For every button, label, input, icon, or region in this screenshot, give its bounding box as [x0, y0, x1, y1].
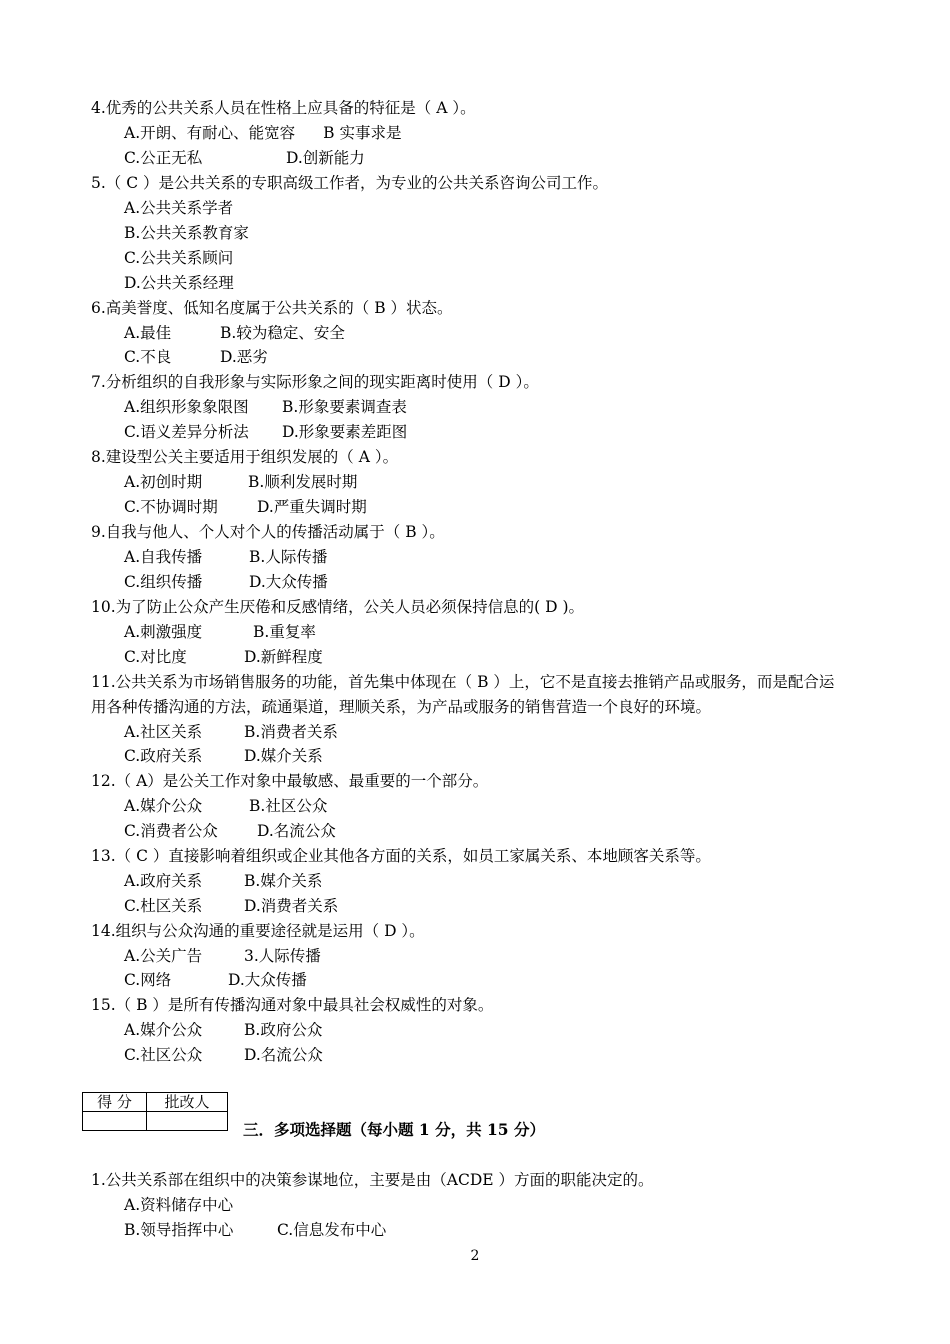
- option-b: B 实事求是: [323, 124, 402, 142]
- option-b: B.重复率: [253, 623, 316, 641]
- option-a: A.自我传播: [124, 548, 203, 566]
- question-6-stem: 6.高美誉度、低知名度属于公共关系的（ B ）状态。: [91, 299, 453, 317]
- question-13-options-row-2: [124, 896, 338, 916]
- option-a: A.媒介公众: [124, 797, 203, 815]
- option-b: B.顺利发展时期: [248, 473, 358, 491]
- option-a: A.媒介公众: [124, 1021, 203, 1039]
- option-d: D.媒介关系: [244, 747, 323, 765]
- question-12-options-row-2: [124, 821, 336, 841]
- option-a: A.社区关系: [124, 723, 203, 741]
- option-c: C.不良: [124, 348, 172, 366]
- option-a: A.政府关系: [124, 872, 203, 890]
- multi-question-1-option-a: A.资料储存中心: [124, 1196, 234, 1214]
- question-6-options-row-1: [124, 323, 345, 343]
- option-c: C.消费者公众: [124, 822, 218, 840]
- question-8-stem: 8.建设型公关主要适用于组织发展的（ A ）。: [91, 448, 399, 466]
- option-a: A.初创时期: [124, 473, 203, 491]
- question-11-options-row-2: [124, 746, 323, 766]
- option-c: C.不协调时期: [124, 498, 218, 516]
- grader-header: 批改人: [147, 1093, 228, 1112]
- option-b: B.政府公众: [244, 1021, 323, 1039]
- multi-question-1-options-row-2: [124, 1220, 386, 1240]
- option-c: C.组织传播: [124, 573, 203, 591]
- option-c: C.对比度: [124, 648, 187, 666]
- multi-question-1-stem: 1.公共关系部在组织中的决策参谋地位，主要是由（ACDE ）方面的职能决定的。: [91, 1171, 654, 1189]
- option-b: B.人际传播: [249, 548, 328, 566]
- option-a: A.组织形象象限图: [124, 398, 249, 416]
- question-14-options-row-1: [124, 946, 321, 966]
- option-a: A.开朗、有耐心、能宽容: [124, 124, 296, 142]
- question-14-stem: 14.组织与公众沟通的重要途径就是运用（ D ）。: [91, 922, 425, 940]
- question-13-options-row-1: [124, 871, 322, 891]
- question-14-options-row-2: [124, 970, 307, 990]
- option-b: B.消费者关系: [244, 723, 338, 741]
- question-13-stem: 13.（ C ）直接影响着组织或企业其他各方面的关系，如员工家属关系、本地顾客关系等。: [91, 847, 711, 865]
- question-5-stem: 5.（ C ）是公共关系的专职高级工作者，为专业的公共关系咨询公司工作。: [91, 174, 609, 192]
- section-three-title: 三．多项选择题（每小题 1 分，共 15 分）: [243, 1120, 545, 1139]
- question-11-stem: 11.公共关系为市场销售服务的功能，首先集中体现在（ B ）上，它不是直接去推销产品或服务，而是配合运: [91, 673, 835, 691]
- question-4-options-row-2: [124, 148, 365, 168]
- question-15-options-row-2: [124, 1045, 323, 1065]
- option-c: C.杜区关系: [124, 897, 203, 915]
- option-c: C.政府关系: [124, 747, 203, 765]
- option-d: D.创新能力: [286, 149, 365, 167]
- grader-cell[interactable]: [147, 1112, 228, 1131]
- option-d: D.严重失调时期: [257, 498, 367, 516]
- option-c: C.信息发布中心: [277, 1221, 387, 1239]
- question-10-stem: 10.为了防止公众产生厌倦和反感情绪，公关人员必须保持信息的( D )。: [91, 598, 585, 616]
- option-d: D.名流公众: [257, 822, 336, 840]
- option-c: C.社区公众: [124, 1046, 203, 1064]
- option-b: B.社区公众: [249, 797, 328, 815]
- option-d: D.新鲜程度: [244, 648, 323, 666]
- question-6-options-row-2: [124, 347, 268, 367]
- question-4-stem: 4.优秀的公共关系人员在性格上应具备的特征是（ A ）。: [91, 99, 476, 117]
- score-table: [82, 1092, 228, 1131]
- option-d: D.名流公众: [244, 1046, 323, 1064]
- question-15-options-row-1: [124, 1020, 322, 1040]
- option-a: A.公关广告: [124, 947, 203, 965]
- score-cell[interactable]: [83, 1112, 147, 1131]
- option-b: B.媒介关系: [244, 872, 323, 890]
- option-d: D.消费者关系: [244, 897, 339, 915]
- option-b: B.领导指挥中心: [124, 1221, 234, 1239]
- score-header: 得 分: [83, 1093, 147, 1112]
- page-number: 2: [470, 1248, 480, 1264]
- option-c: C.语义差异分析法: [124, 423, 249, 441]
- question-12-stem: 12.（ A）是公关工作对象中最敏感、最重要的一个部分。: [91, 772, 489, 790]
- question-9-options-row-2: [124, 572, 328, 592]
- question-9-options-row-1: [124, 547, 327, 567]
- question-10-options-row-1: [124, 622, 316, 642]
- question-5-option-d: D.公共关系经理: [124, 274, 234, 292]
- option-d: D.大众传播: [249, 573, 328, 591]
- question-12-options-row-1: [124, 796, 327, 816]
- question-11-options-row-1: [124, 722, 338, 742]
- option-b: B.形象要素调查表: [282, 398, 407, 416]
- option-c: C.公正无私: [124, 149, 203, 167]
- option-b: B.较为稳定、安全: [220, 324, 345, 342]
- question-8-options-row-1: [124, 472, 357, 492]
- option-a: A.刺激强度: [124, 623, 203, 641]
- question-10-options-row-2: [124, 647, 323, 667]
- question-7-stem: 7.分析组织的自我形象与实际形象之间的现实距离时使用（ D ）。: [91, 373, 539, 391]
- question-4-options-row-1: [124, 123, 401, 143]
- question-5-option-b: B.公共关系教育家: [124, 224, 249, 242]
- option-d: D.形象要素差距图: [282, 423, 408, 441]
- question-8-options-row-2: [124, 497, 367, 517]
- option-d: D.大众传播: [228, 971, 307, 989]
- question-5-option-c: C.公共关系顾问: [124, 249, 234, 267]
- option-a: A.最佳: [124, 324, 172, 342]
- option-b: 3.人际传播: [244, 947, 321, 965]
- question-11-stem-continuation: 用各种传播沟通的方法，疏通渠道，理顺关系，为产品或服务的销售营造一个良好的环境。: [91, 698, 712, 716]
- option-c: C.网络: [124, 971, 172, 989]
- question-5-option-a: A.公共关系学者: [124, 199, 234, 217]
- option-d: D.恶劣: [220, 348, 268, 366]
- question-7-options-row-2: [124, 422, 407, 442]
- question-15-stem: 15.（ B ）是所有传播沟通对象中最具社会权威性的对象。: [91, 996, 494, 1014]
- question-9-stem: 9.自我与他人、个人对个人的传播活动属于（ B ）。: [91, 523, 445, 541]
- question-7-options-row-1: [124, 397, 407, 417]
